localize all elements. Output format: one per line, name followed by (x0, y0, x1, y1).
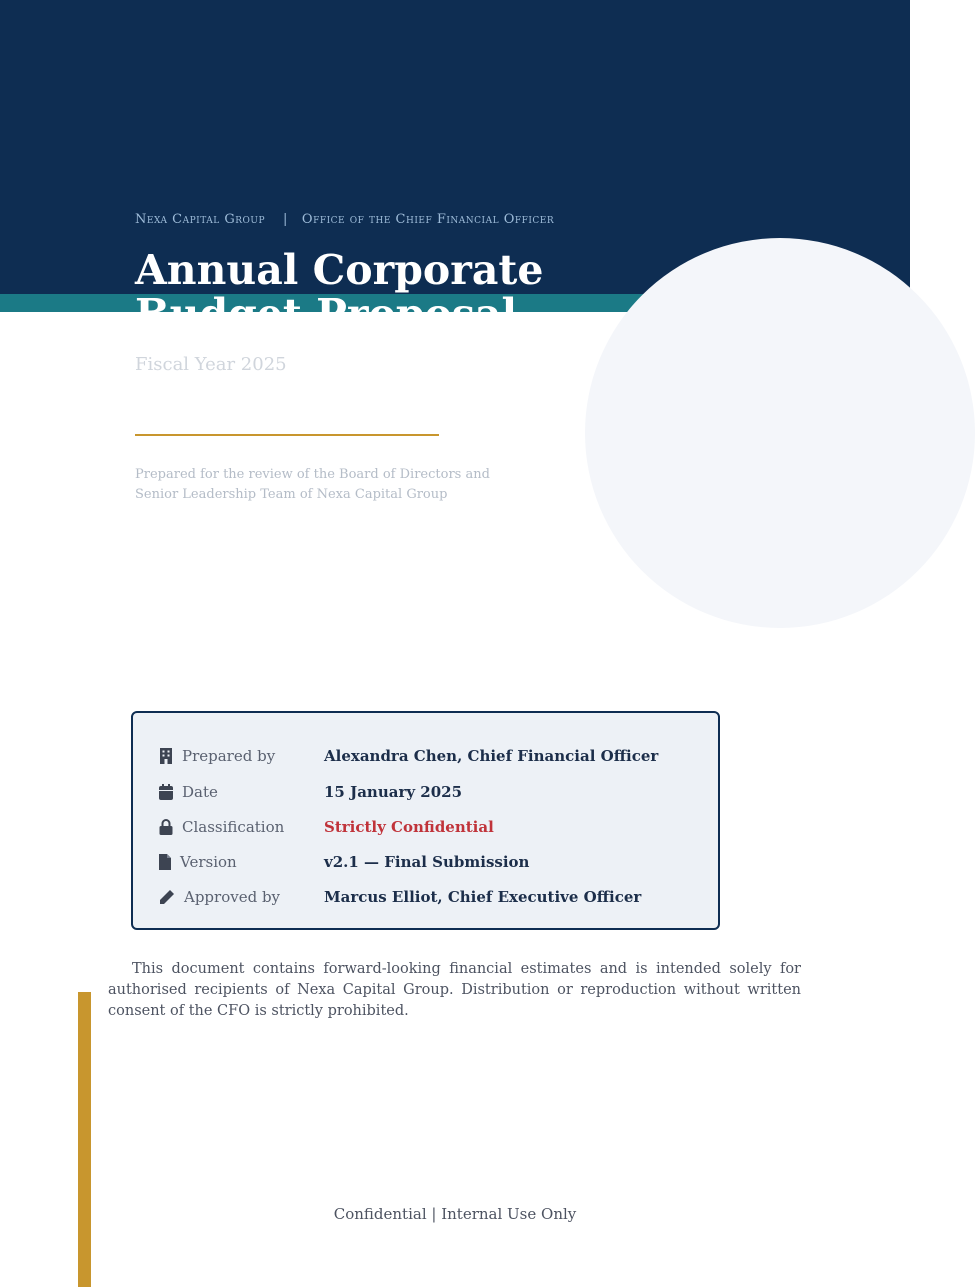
file-icon (159, 854, 171, 870)
org-separator: | (283, 212, 288, 227)
building-icon (159, 748, 173, 764)
gold-side-bar (78, 992, 91, 1287)
meta-row-prepared-by (159, 746, 658, 766)
meta-row-classification (159, 817, 494, 837)
lock-icon (159, 819, 173, 835)
document-subtitle: Fiscal Year 2025 (135, 354, 287, 375)
meta-row-date (159, 782, 462, 802)
meta-label: Approved by (184, 888, 281, 906)
meta-value: Alexandra Chen, Chief Financial Officer (324, 747, 659, 765)
organization-name: Nexa Capital Group (135, 212, 266, 227)
prepared-for-note: Prepared for the review of the Board of Directors and Senior Leadership Team of Nexa Capital Group (135, 467, 490, 502)
meta-row-approved-by (159, 887, 641, 907)
document-title: Annual Corporate Budget Proposal (135, 246, 544, 338)
calendar-icon (159, 784, 173, 800)
meta-value: v2.1 — Final Submission (324, 853, 530, 871)
meta-label: Classification (182, 818, 285, 836)
office-name: Office of the Chief Financial Officer (301, 212, 555, 227)
page-footer: Confidential | Internal Use Only (333, 1205, 577, 1223)
title-clip (0, 0, 910, 338)
confidentiality-disclaimer: This document contains forward-looking financial estimates and is intended solely for authorised recipients of Nexa Capital Group. Distribution or reproduction without written consent of the CFO is strictly prohibited. (108, 961, 801, 1019)
pencil-icon (159, 889, 175, 905)
meta-value: Marcus Elliot, Chief Executive Officer (324, 888, 642, 906)
meta-label: Date (182, 783, 218, 801)
meta-row-version (159, 852, 529, 872)
meta-label: Version (180, 853, 237, 871)
gold-divider (135, 434, 439, 436)
meta-value: 15 January 2025 (324, 783, 463, 801)
meta-label: Prepared by (182, 747, 276, 765)
classification-value: Strictly Confidential (324, 818, 494, 836)
document-metadata-card (131, 711, 720, 930)
